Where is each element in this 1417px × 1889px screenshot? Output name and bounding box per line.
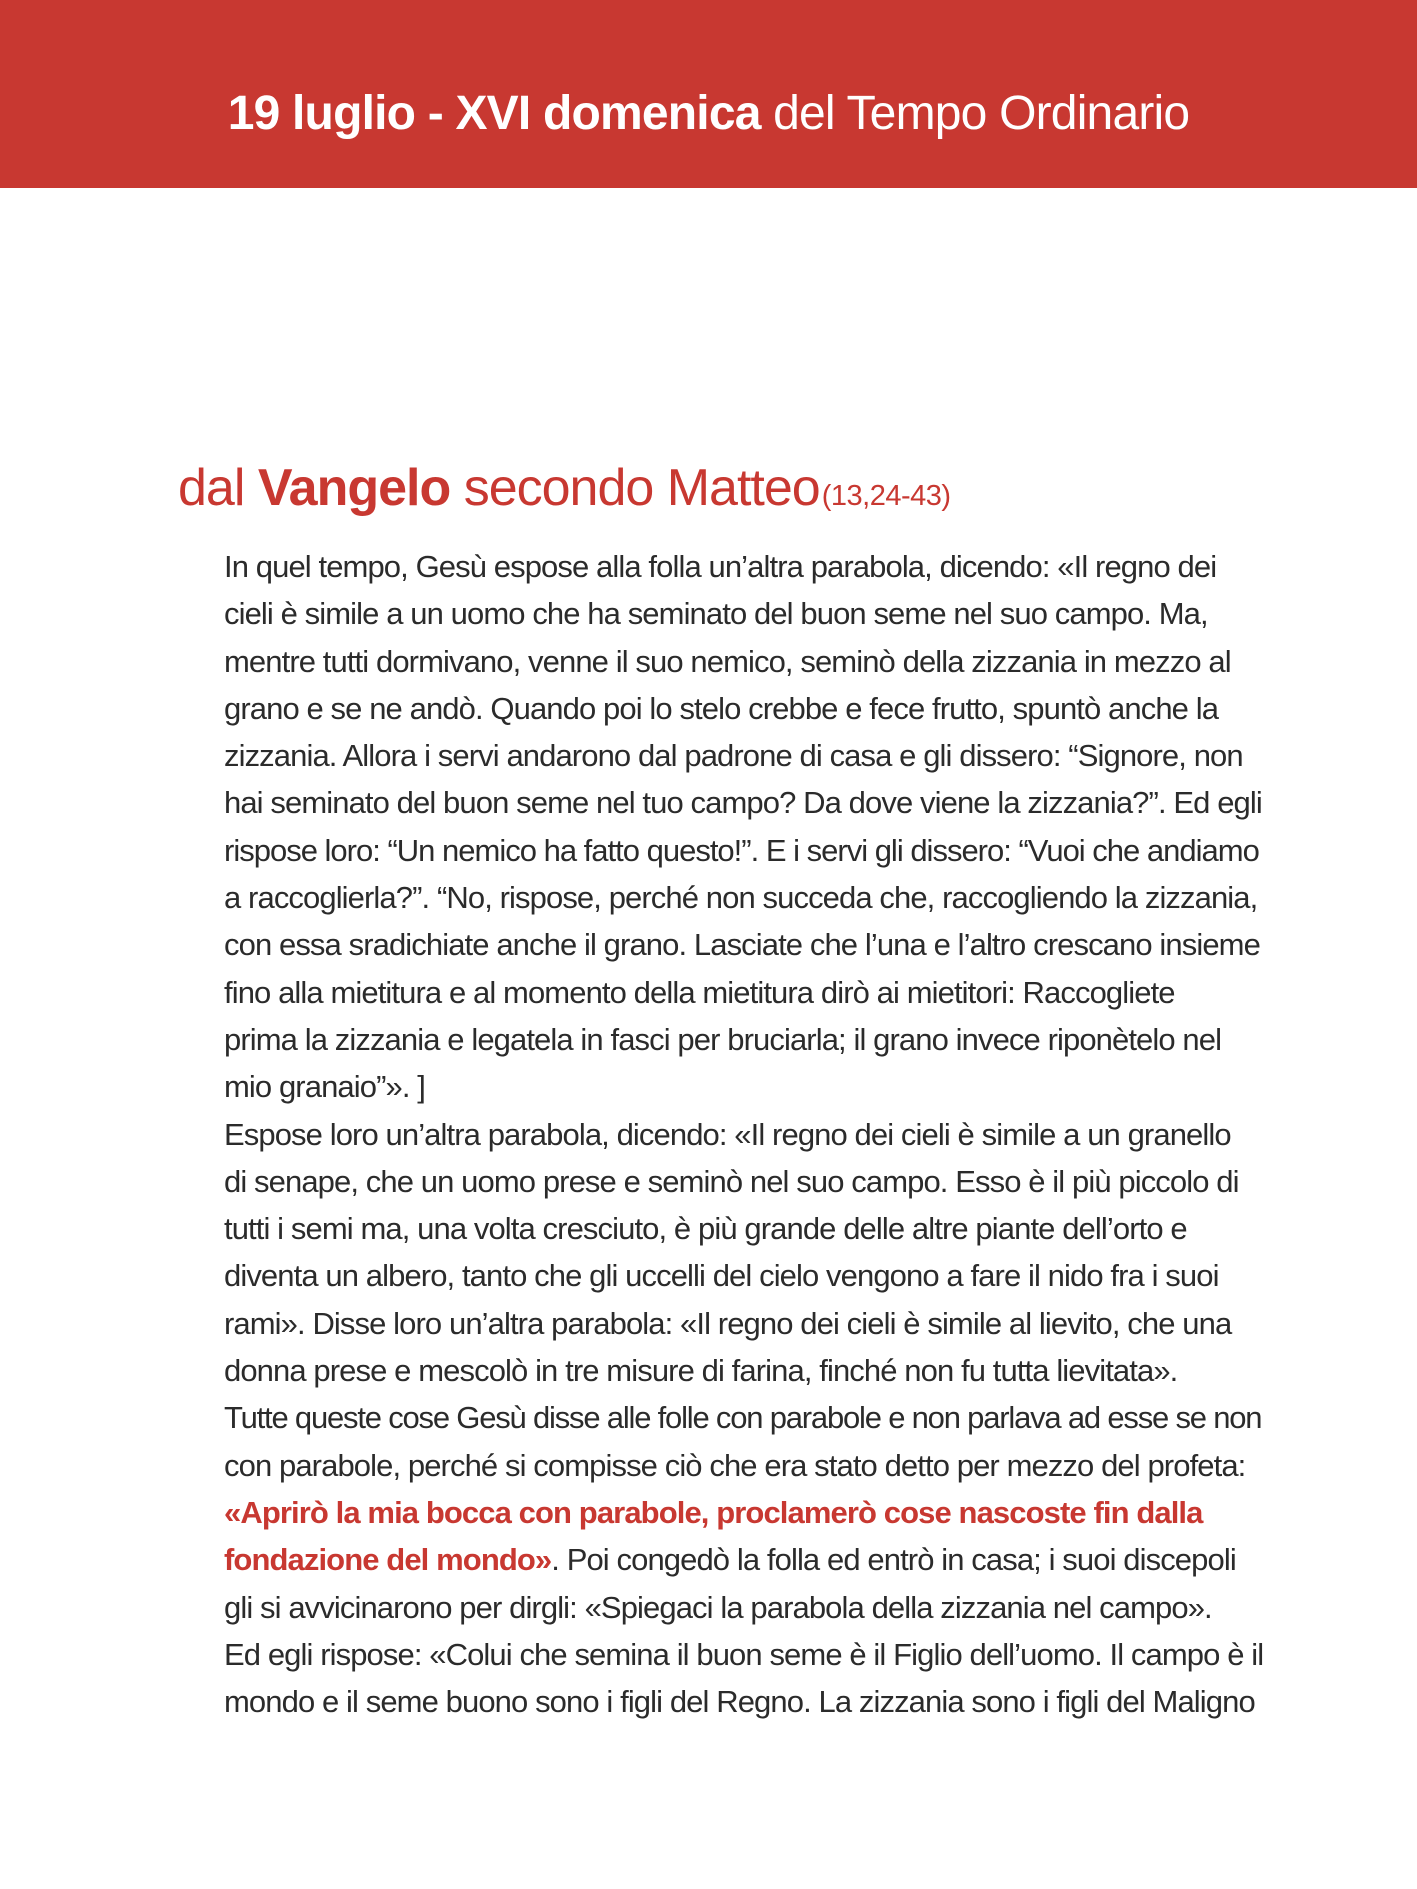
text-line: diventa un albero, tanto che gli uccelli del cielo vengono a fare il nido fra i suoi — [224, 1258, 1219, 1294]
header-liturgical-time: del Tempo Ordinario — [760, 87, 1190, 140]
text-line: grano e se ne andò. Quando poi lo stelo crebbe e fece frutto, spuntò anche la — [224, 690, 1219, 726]
text-after-quote: . Poi congedò la folla ed entrò in casa; i suoi discepoli — [551, 1542, 1236, 1578]
text-line: Tutte queste cose Gesù disse alle folle con parabole e non parlava ad esse se non — [224, 1400, 1262, 1436]
heading-author: secondo Matteo — [450, 459, 820, 517]
text-line: di senape, che un uomo prese e seminò nel suo campo. Esso è il più piccolo di — [224, 1163, 1239, 1199]
heading-prefix: dal — [178, 459, 258, 517]
text-line: hai seminato del buon seme nel tuo campo? Da dove viene la zizzania?”. Ed egli — [224, 785, 1262, 821]
gospel-text — [224, 543, 1264, 1725]
text-line: tutti i semi ma, una volta cresciuto, è più grande delle altre piante dell’orto e — [224, 1211, 1187, 1247]
text-line: Ed egli rispose: «Colui che semina il buon seme è il Figlio dell’uomo. Il campo è il — [224, 1636, 1264, 1672]
text-line: rispose loro: “Un nemico ha fatto questo!”. E i servi gli dissero: “Vuoi che andiamo — [224, 832, 1259, 868]
text-line: In quel tempo, Gesù espose alla folla un’altra parabola, dicendo: «Il regno dei — [224, 549, 1217, 584]
text-line: fino alla mietitura e al momento della mietitura dirò ai mietitori: Raccogliete — [224, 974, 1175, 1010]
text-line: cieli è simile a un uomo che ha seminato del buon seme nel suo campo. Ma, — [224, 596, 1208, 632]
heading-reference: (13,24-43) — [821, 480, 951, 512]
header-date: 19 luglio - XVI domenica — [227, 87, 761, 140]
text-line: gli si avvicinarono per dirgli: «Spiegaci la parabola della zizzania nel campo». — [224, 1589, 1212, 1625]
text-line: con parabole, perché si compisse ciò che era stato detto per mezzo del profeta: — [224, 1447, 1246, 1483]
text-line: zizzania. Allora i servi andarono dal padrone di casa e gli dissero: “Signore, non — [224, 738, 1243, 774]
gospel-heading — [178, 456, 951, 528]
header-band — [0, 0, 1417, 188]
text-line: con essa sradichiate anche il grano. Lasciate che l’una e l’altro crescano insieme — [224, 927, 1260, 963]
text-line-mixed — [224, 1536, 1264, 1583]
text-line: mondo e il seme buono sono i figli del Regno. La zizzania sono i figli del Maligno — [224, 1684, 1255, 1720]
text-line: prima la zizzania e legatela in fasci per bruciarla; il grano invece riponètelo nel — [224, 1021, 1222, 1057]
text-line: mentre tutti dormivano, venne il suo nemico, seminò della zizzania in mezzo al — [224, 643, 1231, 679]
text-line: rami». Disse loro un’altra parabola: «Il regno dei cieli è simile al lievito, che una — [224, 1305, 1232, 1341]
text-line: a raccoglierla?”. “No, rispose, perché non succeda che, raccogliendo la zizzania, — [224, 880, 1258, 916]
heading-book: Vangelo — [257, 459, 451, 517]
text-line: donna prese e mescolò in tre misure di farina, finché non fu tutta lievitata». — [224, 1353, 1178, 1389]
text-line: Espose loro un’altra parabola, dicendo: «Il regno dei cieli è simile a un granello — [224, 1116, 1231, 1152]
text-line: mio granaio”». ] — [224, 1069, 425, 1105]
prophet-quote-line: «Aprirò la mia bocca con parabole, proclamerò cose nascoste fin dalla — [224, 1494, 1203, 1530]
prophet-quote-end: fondazione del mondo» — [224, 1542, 552, 1578]
